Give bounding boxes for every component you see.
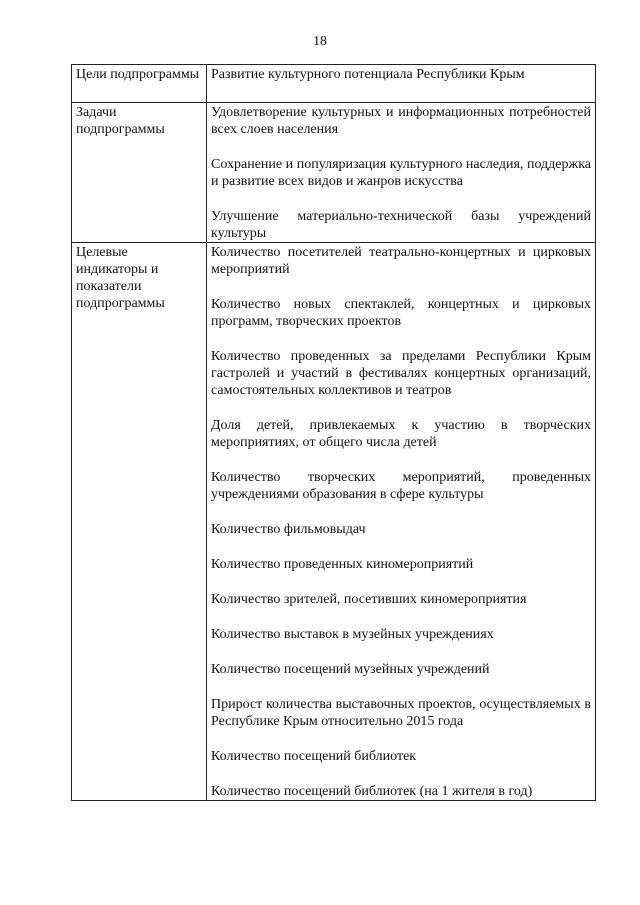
indicator-item: Количество посещений музейных учреждений: [211, 662, 490, 677]
indicator-item: Количество зрителей, посетивших киномероприятия: [211, 592, 527, 607]
page-number: 18: [313, 34, 327, 49]
indicator-item: Количество проведенных киномероприятий: [211, 557, 474, 572]
indicator-item: Количество проведенных за пределами Республики Крым гастролей и участий в фестивалях концертных организаций, самостоятельных коллективов и театров: [211, 349, 591, 398]
table-row-indicators: [72, 243, 596, 801]
table-row-goals: [72, 65, 596, 103]
indicator-item: Количество выставок в музейных учреждениях: [211, 627, 494, 642]
goals-label: Цели подпрограммы: [72, 65, 207, 103]
indicator-item: Количество фильмовыдач: [211, 522, 366, 537]
indicator-item: Количество посещений библиотек: [211, 749, 417, 764]
indicator-item: Количество посещений библиотек (на 1 жителя в год): [211, 784, 533, 799]
table-row-tasks: [72, 103, 596, 243]
task-item: Сохранение и популяризация культурного наследия, поддержка и развитие всех видов и жанров искусства: [211, 157, 591, 189]
subprogram-passport-table: [71, 64, 596, 801]
indicator-item: Количество посетителей театрально-концертных и цирковых мероприятий: [211, 245, 591, 277]
indicators-label: Целевые индикаторы и показатели подпрограммы: [72, 243, 207, 801]
indicator-item: Доля детей, привлекаемых к участию в творческих мероприятиях, от общего числа детей: [211, 418, 591, 450]
task-item: Удовлетворение культурных и информационных потребностей всех слоев населения: [211, 105, 591, 137]
tasks-label: Задачи подпрограммы: [72, 103, 207, 243]
goals-content: [207, 65, 596, 103]
indicator-item: Количество творческих мероприятий, проведенных учреждениями образования в сфере культуры: [211, 470, 591, 502]
task-item: Улучшение материально-технической базы учреждений культуры: [211, 209, 591, 241]
tasks-content: [207, 103, 596, 243]
indicator-item: Прирост количества выставочных проектов, осуществляемых в Республике Крым относительно 2015 года: [211, 697, 591, 729]
goal-item: Развитие культурного потенциала Республики Крым: [211, 67, 525, 82]
indicator-item: Количество новых спектаклей, концертных и цирковых программ, творческих проектов: [211, 297, 591, 329]
indicators-content: [207, 243, 596, 801]
